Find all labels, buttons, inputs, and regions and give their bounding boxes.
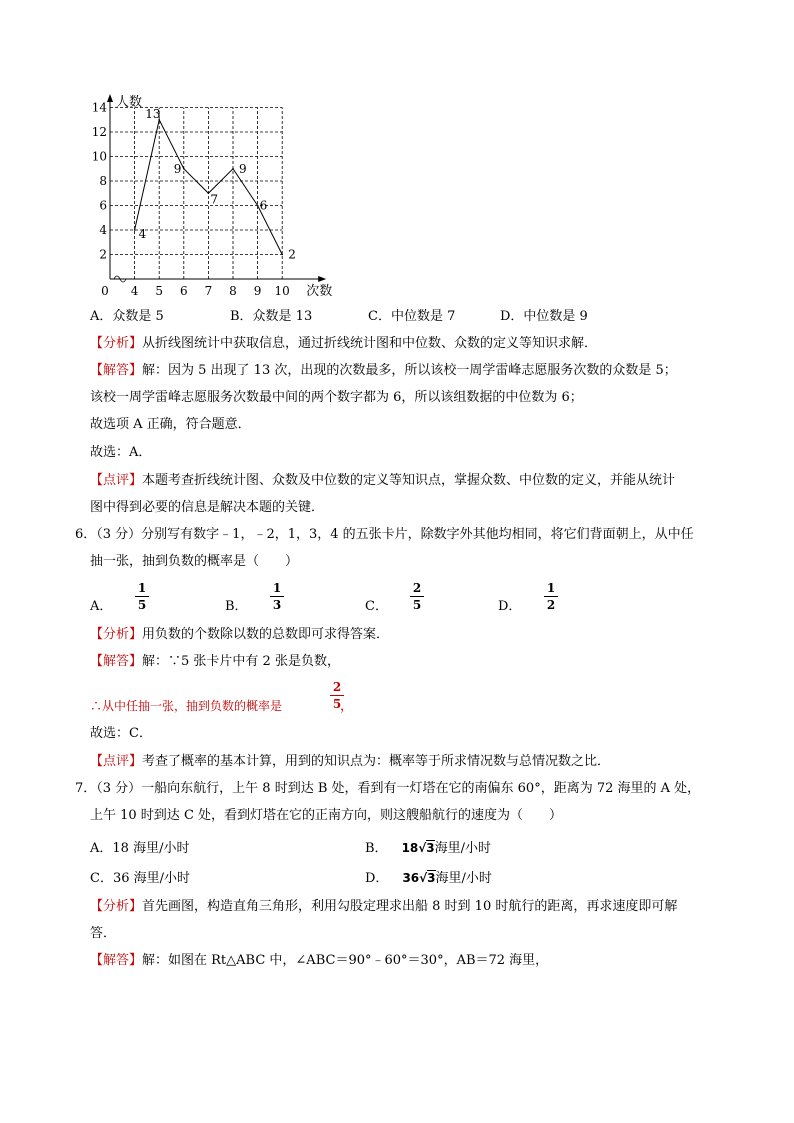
y-tick-label: 2 [99, 247, 107, 262]
origin-label: 0 [101, 284, 109, 298]
q7-option-b: B． 18√3海里/小时 [365, 841, 492, 856]
y-tick-label: 14 [91, 100, 107, 115]
data-point [183, 168, 185, 170]
x-tick-label: 8 [229, 284, 237, 298]
q6-answer-tail: ， [340, 699, 354, 714]
q6-analysis: 【分析】用负数的个数除以数的总数即可求得答案． [90, 627, 390, 642]
data-label: 7 [210, 192, 219, 207]
line-chart [91, 92, 345, 302]
q6-comment: 【点评】考查了概率的基本计算，用到的知识点为：概率等于所求情况数与总情况数之比． [90, 754, 611, 769]
x-axis-label: 次数 [306, 284, 333, 299]
comment-tag: 【点评】 [90, 473, 143, 488]
x-tick-label: 10 [274, 284, 290, 298]
q7-stem-line1: 7．（3 分）一船向东航行，上午 8 时到达 B 处，看到有一灯塔在它的南偏东 60°，距离为 72 海里的 A 处， [75, 781, 701, 796]
q6-option-a: A． [90, 599, 113, 614]
x-tick-label: 4 [130, 284, 139, 298]
data-label: 9 [239, 161, 247, 176]
y-tick-label: 8 [99, 174, 107, 188]
q7-option-c: C．36 海里/小时 [90, 871, 191, 886]
q7-answer: 【解答】解：如图在 Rt△ABC 中，∠ABC＝90°﹣60°＝30°，AB＝72 海里， [90, 953, 549, 968]
q6-choose: 故选：C． [90, 726, 152, 741]
data-point [208, 192, 210, 194]
chart-grid [110, 108, 282, 280]
data-label: 4 [138, 227, 147, 241]
y-axis-arrow [107, 94, 113, 102]
q5-comment-line1: 【点评】本题考查折线统计图、众数及中位数的定义等知识点，掌握众数、中位数的定义，并能从统计 [90, 473, 676, 488]
q6-answer-line2: ∴从中任抽一张，抽到负数的概率是 [90, 699, 283, 713]
q5-answer-line1: 【解答】解：因为 5 出现了 13 次，出现的次数最多，所以该校一周学雷峰志愿服务次数的众数是 5； [90, 363, 677, 378]
analysis-tag: 【分析】 [90, 336, 143, 351]
q7-stem-line2: 上午 10 时到达 C 处，看到灯塔在它的正南方向，则这艘船航行的速度为（ ） [90, 808, 563, 823]
q5-option-a: A．众数是 5 [90, 309, 164, 324]
q6-option-b: B． [225, 599, 248, 614]
q5-answer-line3: 故选项 A 正确，符合题意． [90, 417, 251, 432]
data-point [281, 254, 283, 256]
x-tick-label: 7 [204, 284, 213, 298]
data-label: 2 [288, 247, 296, 262]
q6-option-a-fraction: 1 5 [135, 582, 149, 611]
q7-option-a: A．18 海里/小时 [90, 841, 190, 856]
q5-choose: 故选：A． [90, 445, 152, 460]
y-tick-label: 4 [99, 223, 107, 237]
q6-stem-line2: 抽一张，抽到负数的概率是（ ） [90, 554, 299, 569]
q6-option-c: C． [365, 599, 388, 614]
x-tick-label: 6 [179, 284, 188, 298]
x-tick-label: 5 [155, 284, 164, 298]
q5-comment-line2: 图中得到必要的信息是解决本题的关键． [90, 500, 325, 515]
y-tick-label: 6 [99, 198, 107, 213]
data-point [232, 168, 234, 170]
data-label: 13 [145, 106, 161, 121]
y-axis-label: 人数 [116, 95, 143, 110]
q6-answer-fraction: 2 5 [330, 681, 344, 710]
data-label: 9 [173, 161, 182, 176]
x-tick-label: 9 [253, 284, 262, 298]
q5-option-d: D．中位数是 9 [500, 309, 588, 324]
q5-option-c: C．中位数是 7 [368, 309, 456, 324]
q7-analysis-line1: 【分析】首先画图，构造直角三角形，利用勾股定理求出船 8 时到 10 时航行的距离，再求速度即可解 [90, 899, 678, 914]
data-point [134, 229, 136, 231]
data-label: 6 [259, 198, 268, 213]
chart-axes [107, 94, 332, 299]
x-axis-arrow [318, 276, 326, 282]
q6-stem-line1: 6．（3 分）分别写有数字﹣1，﹣2，1，3，4 的五张卡片，除数字外其他均相同，将它们背面朝上，从中任 [75, 527, 694, 542]
y-tick-label: 12 [91, 125, 107, 139]
q6-answer-line1: 【解答】解：∵5 张卡片中有 2 张是负数， [90, 654, 340, 669]
q6-option-d-fraction: 1 2 [544, 582, 558, 611]
q6-option-d: D． [498, 599, 522, 614]
q6-option-c-fraction: 2 5 [410, 582, 424, 611]
q6-option-b-fraction: 1 3 [270, 582, 284, 611]
data-point [257, 205, 259, 207]
q5-option-b: B．众数是 13 [230, 309, 313, 324]
y-tick-label: 10 [91, 149, 107, 164]
q5-answer-line2: 该校一周学雷峰志愿服务次数最中间的两个数字都为 6，所以该组数据的中位数为 6； [90, 390, 583, 405]
q7-option-d: D． 36√3海里/小时 [365, 871, 492, 886]
q5-analysis: 【分析】从折线图统计中获取信息，通过折线统计图和中位数、众数的定义等知识求解． [90, 336, 598, 351]
answer-tag: 【解答】 [90, 363, 143, 378]
q7-analysis-line2: 答． [90, 926, 117, 941]
